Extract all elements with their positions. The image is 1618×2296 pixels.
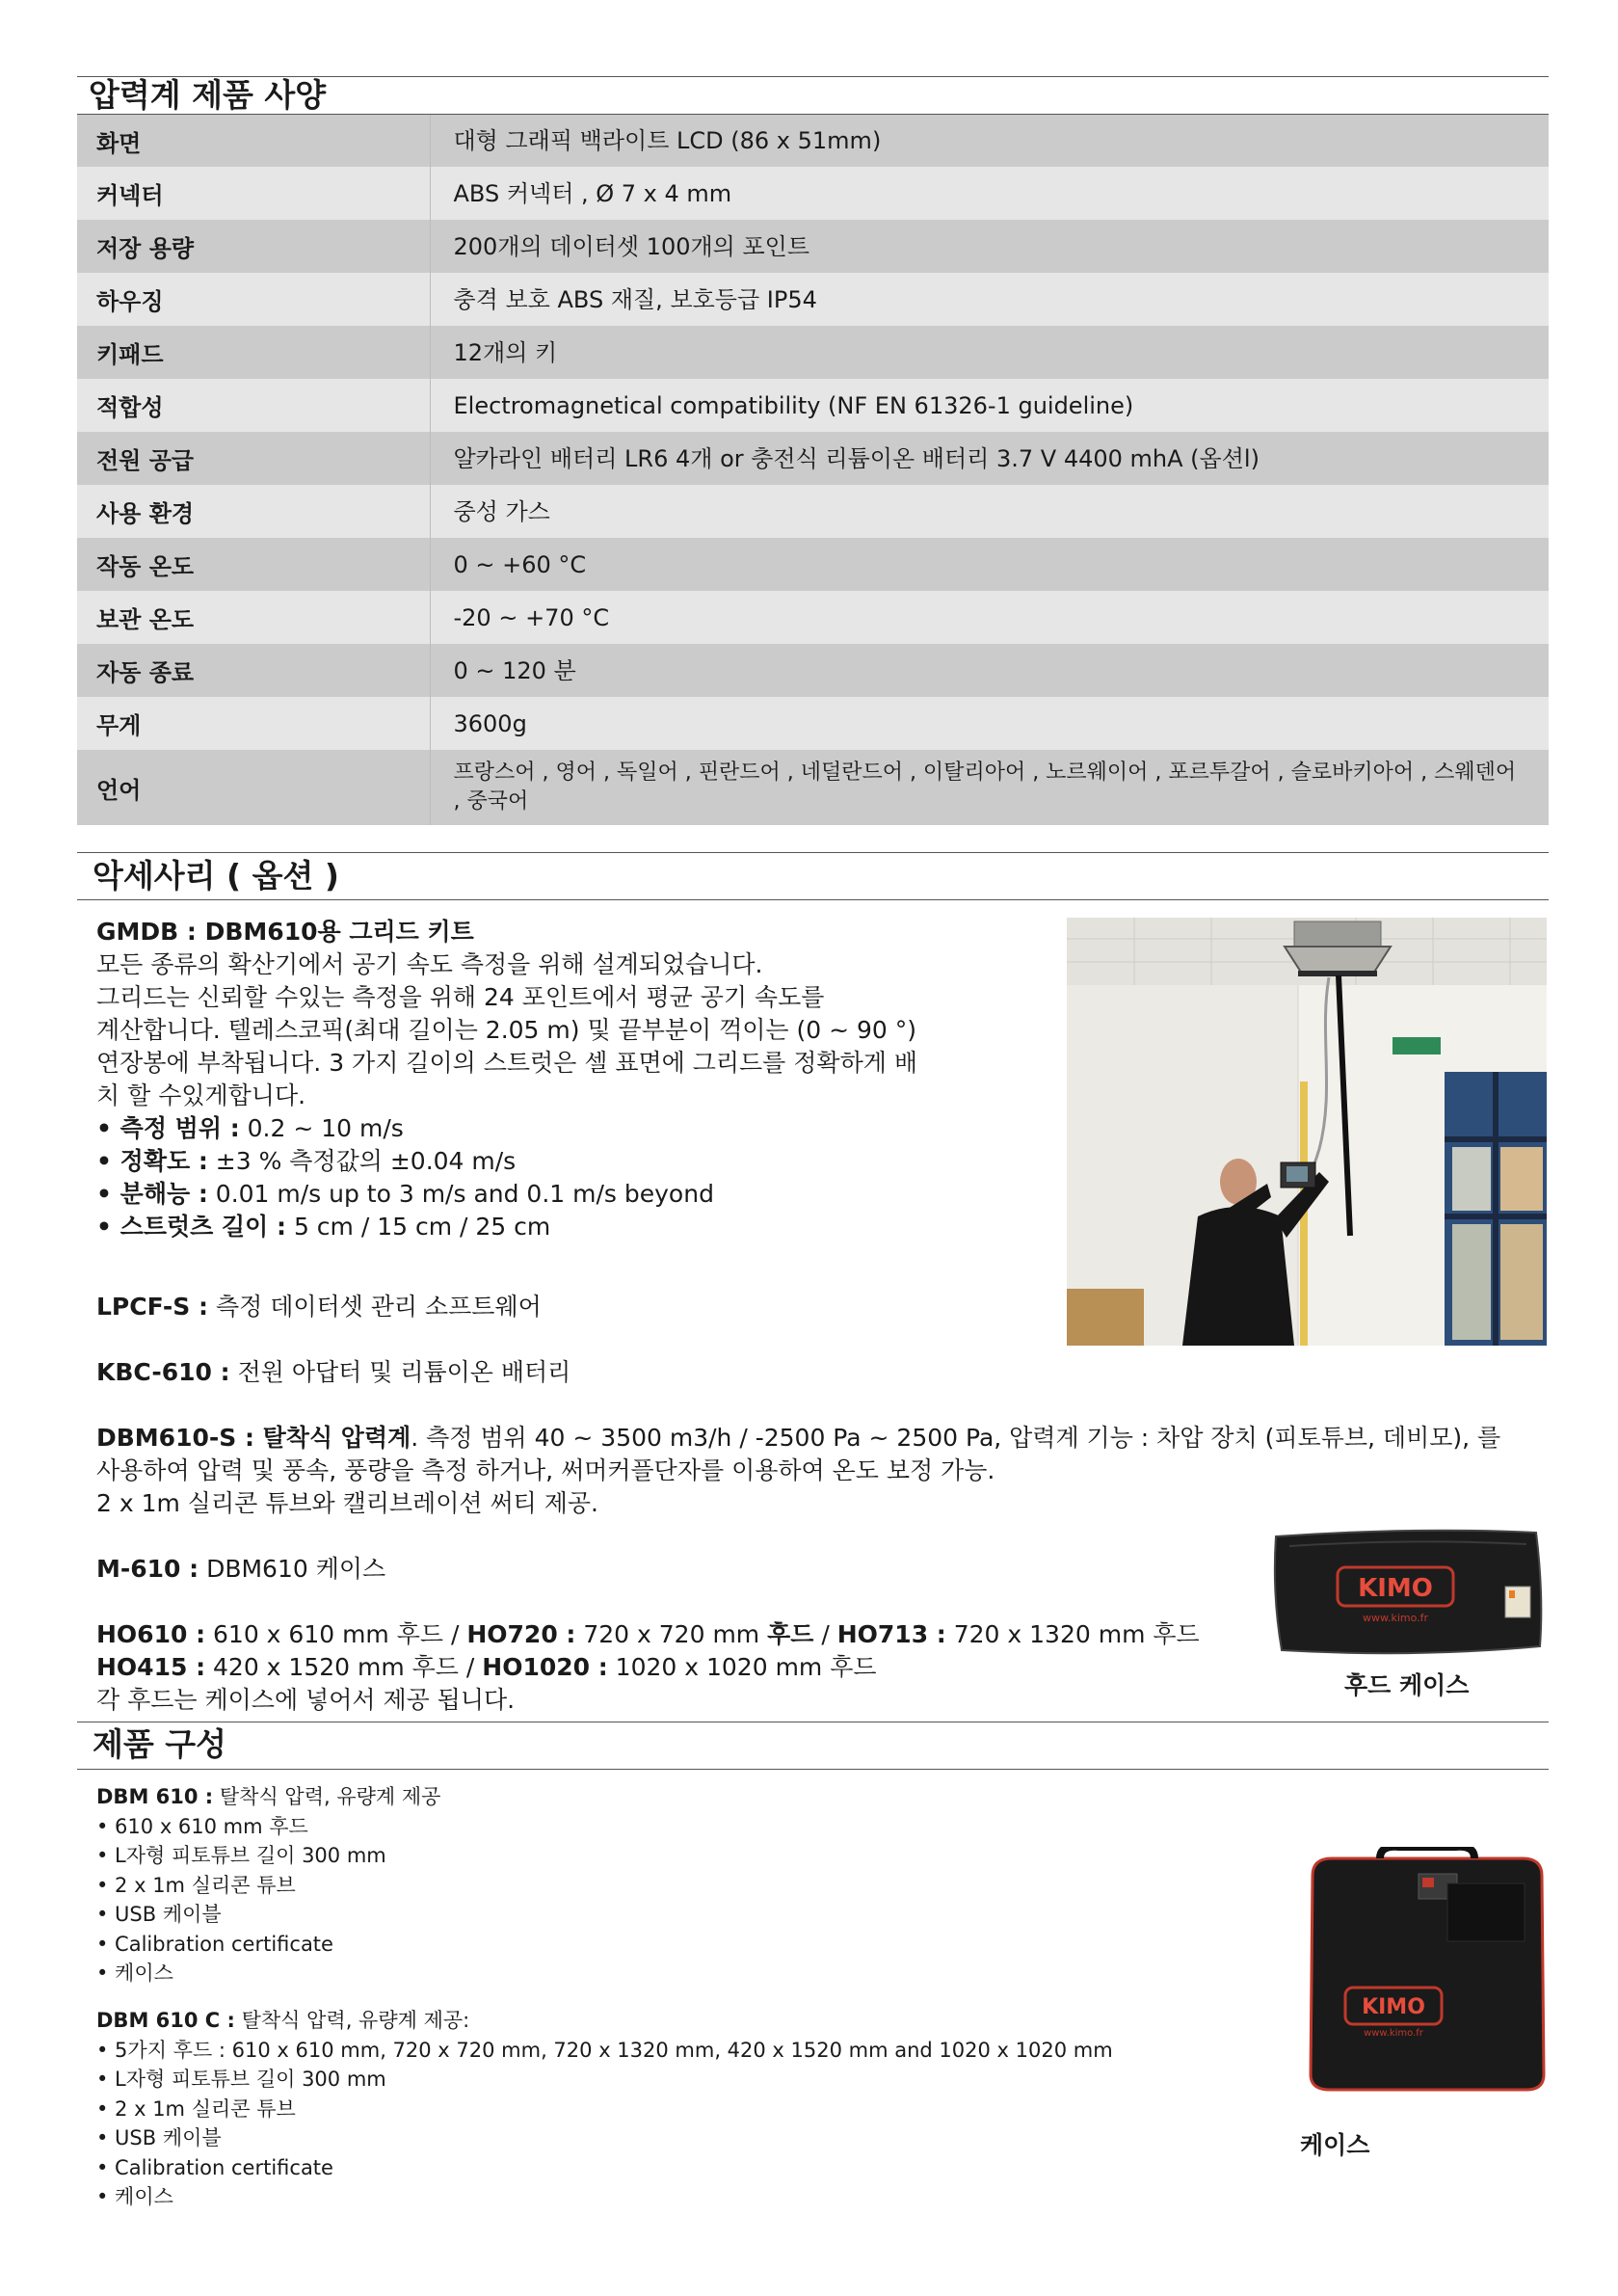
- spec-label: 작동 온도: [77, 538, 430, 591]
- lpcf-item: [96, 1291, 542, 1323]
- gmdb-heading: GMDB : DBM610용 그리드 키트: [96, 918, 474, 946]
- dbm610-block: [96, 1782, 440, 1989]
- composition-section-title: 제품 구성: [77, 1722, 1549, 1770]
- spec-value: -20 ~ +70 °C: [430, 591, 1549, 644]
- spec-row: [77, 644, 1549, 697]
- case-illustration: [1303, 1847, 1552, 2097]
- spec-value: Electromagnetical compatibility (NF EN 61326-1 guideline): [430, 379, 1549, 432]
- hood-case-url: www.kimo.fr: [1362, 1612, 1429, 1624]
- spec-value: 0 ~ 120 분: [430, 644, 1549, 697]
- spec-value: 충격 보호 ABS 재질, 보호등급 IP54: [430, 273, 1549, 326]
- dbm610c-list-item: • USB 케이블: [96, 2126, 222, 2149]
- gmdb-line: 그리드는 신뢰할 수있는 측정을 위해 24 포인트에서 평균 공기 속도를: [96, 983, 825, 1011]
- spec-label: 전원 공급: [77, 432, 430, 485]
- hoods-line: HO610 : 610 x 610 mm 후드 / HO720 : 720 x 720 mm 후드 / HO713 : 720 x 1320 mm 후드: [96, 1620, 1200, 1648]
- dbm610s-line: 사용하여 압력 및 풍속, 풍량을 측정 하거나, 써머커플단자를 이용하여 온도 보정 가능.: [96, 1456, 995, 1484]
- spec-label: 사용 환경: [77, 485, 430, 538]
- dbm610c-list-item: • 5가지 후드 : 610 x 610 mm, 720 x 720 mm, 720 x 1320 mm, 420 x 1520 mm and 1020 x 1020 mm: [96, 2038, 1113, 2062]
- gmdb-line: 모든 종류의 확산기에서 공기 속도 측정을 위해 설계되었습니다.: [96, 950, 763, 978]
- dbm610c-list-item: • L자형 피토튜브 길이 300 mm: [96, 2068, 386, 2091]
- spec-label: 하우징: [77, 273, 430, 326]
- dbm610-list-item: • 610 x 610 mm 후드: [96, 1814, 308, 1838]
- kbc-desc: 전원 아답터 및 리튬이온 배터리: [229, 1358, 571, 1386]
- gmdb-line: 연장봉에 부착됩니다. 3 가지 길이의 스트럿은 셀 표면에 그리드를 정확하게 배: [96, 1049, 917, 1077]
- spec-value: ABS 커넥터 , Ø 7 x 4 mm: [430, 167, 1549, 220]
- spec-value: 프랑스어 , 영어 , 독일어 , 핀란드어 , 네덜란드어 , 이탈리아어 , 노르웨이어 , 포르투갈어 , 슬로바키아어 , 스웨덴어 , 중국어: [430, 750, 1549, 825]
- spec-row: [77, 750, 1549, 825]
- gmdb-bullet: • 정확도 : ±3 % 측정값의 ±0.04 m/s: [96, 1147, 517, 1175]
- dbm610c-heading: DBM 610 C : 탈착식 압력, 유량계 제공:: [96, 2009, 470, 2032]
- dbm610s-line: 2 x 1m 실리콘 튜브와 캘리브레이션 써티 제공.: [96, 1489, 598, 1517]
- spec-label: 자동 종료: [77, 644, 430, 697]
- spec-row: [77, 538, 1549, 591]
- lpcf-code: LPCF-S :: [96, 1293, 208, 1321]
- hood-case-caption: 후드 케이스: [1344, 1671, 1470, 1699]
- dbm610-list-item: • L자형 피토튜브 길이 300 mm: [96, 1844, 386, 1867]
- spec-value: 알카라인 배터리 LR6 4개 or 충전식 리튬이온 배터리 3.7 V 4400 mhA (옵션l): [430, 432, 1549, 485]
- dbm610-list-item: • Calibration certificate: [96, 1932, 333, 1956]
- spec-row: [77, 220, 1549, 273]
- dbm610-heading: DBM 610 : 탈착식 압력, 유량계 제공: [96, 1785, 441, 1808]
- dbm610-list-item: • USB 케이블: [96, 1903, 222, 1926]
- spec-value: 0 ~ +60 °C: [430, 538, 1549, 591]
- spec-label: 무게: [77, 697, 430, 750]
- dbm610c-list-item: • 케이스: [96, 2185, 173, 2208]
- spec-value: 중성 가스: [430, 485, 1549, 538]
- grid-kit-photo-illustration: [1067, 918, 1547, 1346]
- dbm610c-block: [96, 2006, 1113, 2212]
- spec-row: [77, 591, 1549, 644]
- kbc-item: [96, 1356, 570, 1389]
- spec-label: 언어: [77, 750, 430, 825]
- gmdb-line: 치 할 수있게합니다.: [96, 1081, 306, 1109]
- case-image: [1303, 1847, 1552, 2097]
- spec-label: 저장 용량: [77, 220, 430, 273]
- grid-kit-photo: [1067, 918, 1547, 1346]
- hood-case-illustration: [1270, 1527, 1550, 1662]
- spec-row: [77, 326, 1549, 379]
- m610-item: [96, 1553, 385, 1586]
- case-logo: KIMO: [1362, 1995, 1425, 2019]
- spec-row: [77, 697, 1549, 750]
- spec-label: 커넥터: [77, 167, 430, 220]
- gmdb-bullet: • 분해능 : 0.01 m/s up to 3 m/s and 0.1 m/s beyond: [96, 1180, 714, 1208]
- spec-label: 화면: [77, 115, 430, 167]
- lpcf-desc: 측정 데이터셋 관리 소프트웨어: [208, 1293, 542, 1321]
- spec-row: [77, 379, 1549, 432]
- gmdb-bullet: • 스트럿츠 길이 : 5 cm / 15 cm / 25 cm: [96, 1213, 551, 1241]
- gmdb-block: [96, 916, 917, 1243]
- dbm610-list-item: • 2 x 1m 실리콘 튜브: [96, 1873, 296, 1897]
- gmdb-bullet: • 측정 범위 : 0.2 ~ 10 m/s: [96, 1114, 404, 1142]
- spec-value: 3600g: [430, 697, 1549, 750]
- hoods-line: HO415 : 420 x 1520 mm 후드 / HO1020 : 1020 x 1020 mm 후드: [96, 1653, 877, 1681]
- spec-row: [77, 432, 1549, 485]
- dbm610s-line: DBM610-S : 탈착식 압력계. 측정 범위 40 ~ 3500 m3/h / -2500 Pa ~ 2500 Pa, 압력계 기능 : 차압 장치 (피토튜브, 데비모), 를: [96, 1424, 1501, 1452]
- spec-value: 200개의 데이터셋 100개의 포인트: [430, 220, 1549, 273]
- case-url: www.kimo.fr: [1364, 2028, 1423, 2039]
- dbm610c-list-item: • 2 x 1m 실리콘 튜브: [96, 2096, 296, 2121]
- spec-row: [77, 273, 1549, 326]
- spec-row: [77, 167, 1549, 220]
- spec-label: 키패드: [77, 326, 430, 379]
- gmdb-line: 계산합니다. 텔레스코픽(최대 길이는 2.05 m) 및 끝부분이 꺽이는 (0 ~ 90 °): [96, 1016, 917, 1044]
- hoods-block: [96, 1618, 1200, 1717]
- spec-label: 적합성: [77, 379, 430, 432]
- dbm610s-item: [96, 1422, 1500, 1520]
- kbc-code: KBC-610 :: [96, 1358, 230, 1386]
- m610-desc: DBM610 케이스: [199, 1555, 386, 1583]
- spec-section-title: 압력계 제품 사양: [77, 76, 1549, 115]
- spec-value: 12개의 키: [430, 326, 1549, 379]
- hood-case-logo: KIMO: [1358, 1574, 1433, 1603]
- spec-row: [77, 115, 1549, 167]
- hoods-note: 각 후드는 케이스에 넣어서 제공 됩니다.: [96, 1686, 516, 1714]
- accessories-section-title: 악세사리 ( 옵션 ): [77, 852, 1549, 900]
- spec-table: [77, 115, 1549, 825]
- spec-row: [77, 485, 1549, 538]
- dbm610-list-item: • 케이스: [96, 1962, 173, 1985]
- dbm610c-list-item: • Calibration certificate: [96, 2155, 333, 2179]
- spec-label: 보관 온도: [77, 591, 430, 644]
- m610-code: M-610 :: [96, 1555, 199, 1583]
- spec-value: 대형 그래픽 백라이트 LCD (86 x 51mm): [430, 115, 1549, 167]
- case-caption: 케이스: [1300, 2131, 1370, 2159]
- hood-case-image: [1270, 1527, 1550, 1662]
